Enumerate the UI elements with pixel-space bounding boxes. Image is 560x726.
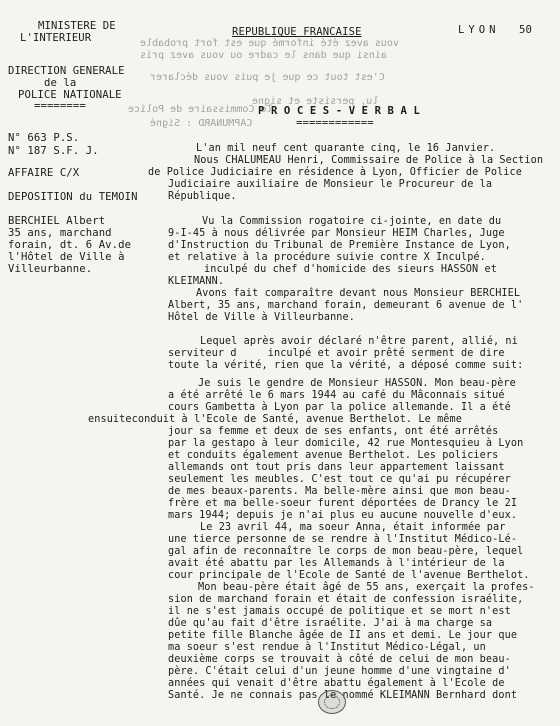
body-line: toute la vérité, rien que la vérité, a déposé comme suit:: [168, 360, 524, 371]
body-line: Le 23 avril 44, ma soeur Anna, était informée par: [200, 522, 506, 533]
body-line: il ne s'est jamais occupé de politique et se mort n'est: [168, 606, 511, 617]
body-line: mars 1944; depuis je n'ai plus eu aucune nouvelle d'eux.: [168, 510, 518, 521]
body-line: Nous CHALUMEAU Henri, Commissaire de Police à la Section: [194, 155, 544, 166]
ref-ps: N° 663 P.S.: [8, 132, 80, 144]
body-line: sion de marchand forain et était de confession israélite,: [168, 594, 524, 605]
witness-line-3: forain, dt. 6 Av.de: [8, 239, 132, 251]
proces-verbal-rule: ============: [296, 117, 374, 129]
ministry-line-2: L'INTERIEUR: [20, 32, 92, 44]
body-line: cour principale de l'Ecole de Santé de l'avenue Berthelot.: [168, 570, 530, 581]
body-line: jour sa femme et deux de ses enfants, ont été arrêtés: [168, 426, 499, 437]
witness-line-5: Villeurbanne.: [8, 263, 93, 275]
body-line: frère et ma belle-soeur furent déportées de Drancy le 2I: [168, 498, 518, 509]
deposition-label: DEPOSITION du TEMOIN: [8, 191, 138, 203]
body-line: serviteur d inculpé et avoir prêté serment de dire: [168, 348, 505, 359]
bleed-through-text-3: C'est tout ce que je puis vous déclarer: [150, 72, 385, 83]
body-line: ma soeur s'est rendue à l'Institut Médico-Légal, un: [168, 642, 486, 653]
direction-line-1: DIRECTION GENERALE: [8, 65, 125, 77]
body-line: de Police Judiciaire en résidence à Lyon, Officier de Police: [148, 167, 523, 178]
page-number: 50: [519, 24, 532, 36]
body-line: petite fille Blanche âgée de II ans et demi. Le jour que: [168, 630, 518, 641]
body-line: KLEIMANN.: [168, 276, 225, 287]
proces-verbal-title: P R O C E S - V E R B A L: [258, 105, 420, 117]
body-line: Avons fait comparaître devant nous Monsieur BERCHIEL: [196, 288, 521, 299]
body-line: d'Instruction du Tribunal de Première Instance de Lyon,: [168, 240, 511, 251]
city-heading: LYON: [458, 24, 500, 36]
ref-sfj: N° 187 S.F. J.: [8, 145, 99, 157]
direction-line-2: de la: [44, 77, 77, 89]
body-line: République.: [168, 191, 237, 202]
bleed-through-text-6: CAPMUNARD : Signé: [150, 118, 253, 129]
witness-line-4: l'Hôtel de Ville à: [8, 251, 125, 263]
body-line: a été arrêté le 6 mars 1944 au café du Mâconnais situé: [168, 390, 505, 401]
body-line: 9-I-45 à nous délivrée par Monsieur HEIM Charles, Juge: [168, 228, 505, 239]
body-line: Albert, 35 ans, marchand forain, demeurant 6 avenue de l': [168, 300, 524, 311]
bleed-through-text-4: le Commissaire de Police: [128, 104, 273, 115]
bleed-through-text-5: lu, persiste et signe: [252, 96, 379, 107]
body-line: et relative à la procédure suivie contre X Inculpé.: [168, 252, 486, 263]
body-line: de mes beaux-parents. Ma belle-mère ainsi que mon beau-: [168, 486, 511, 497]
body-line: gal afin de reconnaître le corps de mon beau-père, lequel: [168, 546, 524, 557]
affaire-label: AFFAIRE C/X: [8, 167, 80, 179]
body-line: Mon beau-père était âgé de 55 ans, exerçait la profes-: [198, 582, 535, 593]
body-line: Vu la Commission rogatoire ci-jointe, en date du: [202, 216, 502, 227]
body-line: Hôtel de Ville à Villeurbanne.: [168, 312, 356, 323]
body-line: Santé. Je ne connais pas le nommé KLEIMANN Bernhard dont: [168, 690, 518, 701]
body-line: avait été abattu par les Allemands à l'intérieur de la: [168, 558, 505, 569]
body-line: une tierce personne de se rendre à l'Institut Médico-Lé-: [168, 534, 518, 545]
body-line: ensuiteconduit à l'Ecole de Santé, avenue Berthelot. Le même: [88, 414, 463, 425]
bleed-through-text-1: vous avez été informé que est fort probable: [140, 38, 399, 49]
archive-stamp-icon: [318, 690, 346, 714]
body-line: Je suis le gendre de Monsieur HASSON. Mon beau-père: [198, 378, 516, 389]
direction-rule: ========: [34, 100, 86, 112]
body-line: allemands ont tout pris dans leur appartement laissant: [168, 462, 505, 473]
bleed-through-text-2: ainsi que dans le cadre ou vous avez pris: [140, 50, 387, 61]
witness-line-2: 35 ans, marchand: [8, 227, 112, 239]
body-line: Lequel après avoir déclaré n'être parent, allié, ni: [200, 336, 518, 347]
direction-line-3: POLICE NATIONALE: [18, 89, 122, 101]
body-line: dûe qu'au fait d'être israélite. J'ai à ma charge sa: [168, 618, 493, 629]
body-line: et conduits également avenue Berthelot. Les policiers: [168, 450, 499, 461]
body-line: Judiciaire auxiliaire de Monsieur le Procureur de la: [168, 179, 493, 190]
republic-heading: REPUBLIQUE FRANCAISE: [232, 26, 362, 38]
body-line: cours Gambetta à Lyon par la police allemande. Il a été: [168, 402, 511, 413]
body-line: L'an mil neuf cent quarante cinq, le 16 Janvier.: [196, 143, 496, 154]
body-line: inculpé du chef d'homicide des sieurs HASSON et: [204, 264, 497, 275]
body-line: années qui venait d'être abattu également à l'Ecole de: [168, 678, 505, 689]
ministry-line-1: MINISTERE DE: [38, 20, 116, 32]
body-line: seulement les meubles. C'est tout ce qu'ai pu récupérer: [168, 474, 511, 485]
body-line: père. C'était celui d'un jeune homme d'une vingtaine d': [168, 666, 511, 677]
witness-line-1: BERCHIEL Albert: [8, 215, 106, 227]
body-line: par la gestapo à leur domicile, 42 rue Montesquieu à Lyon: [168, 438, 524, 449]
body-line: deuxième corps se trouvait à côté de celui de mon beau-: [168, 654, 511, 665]
